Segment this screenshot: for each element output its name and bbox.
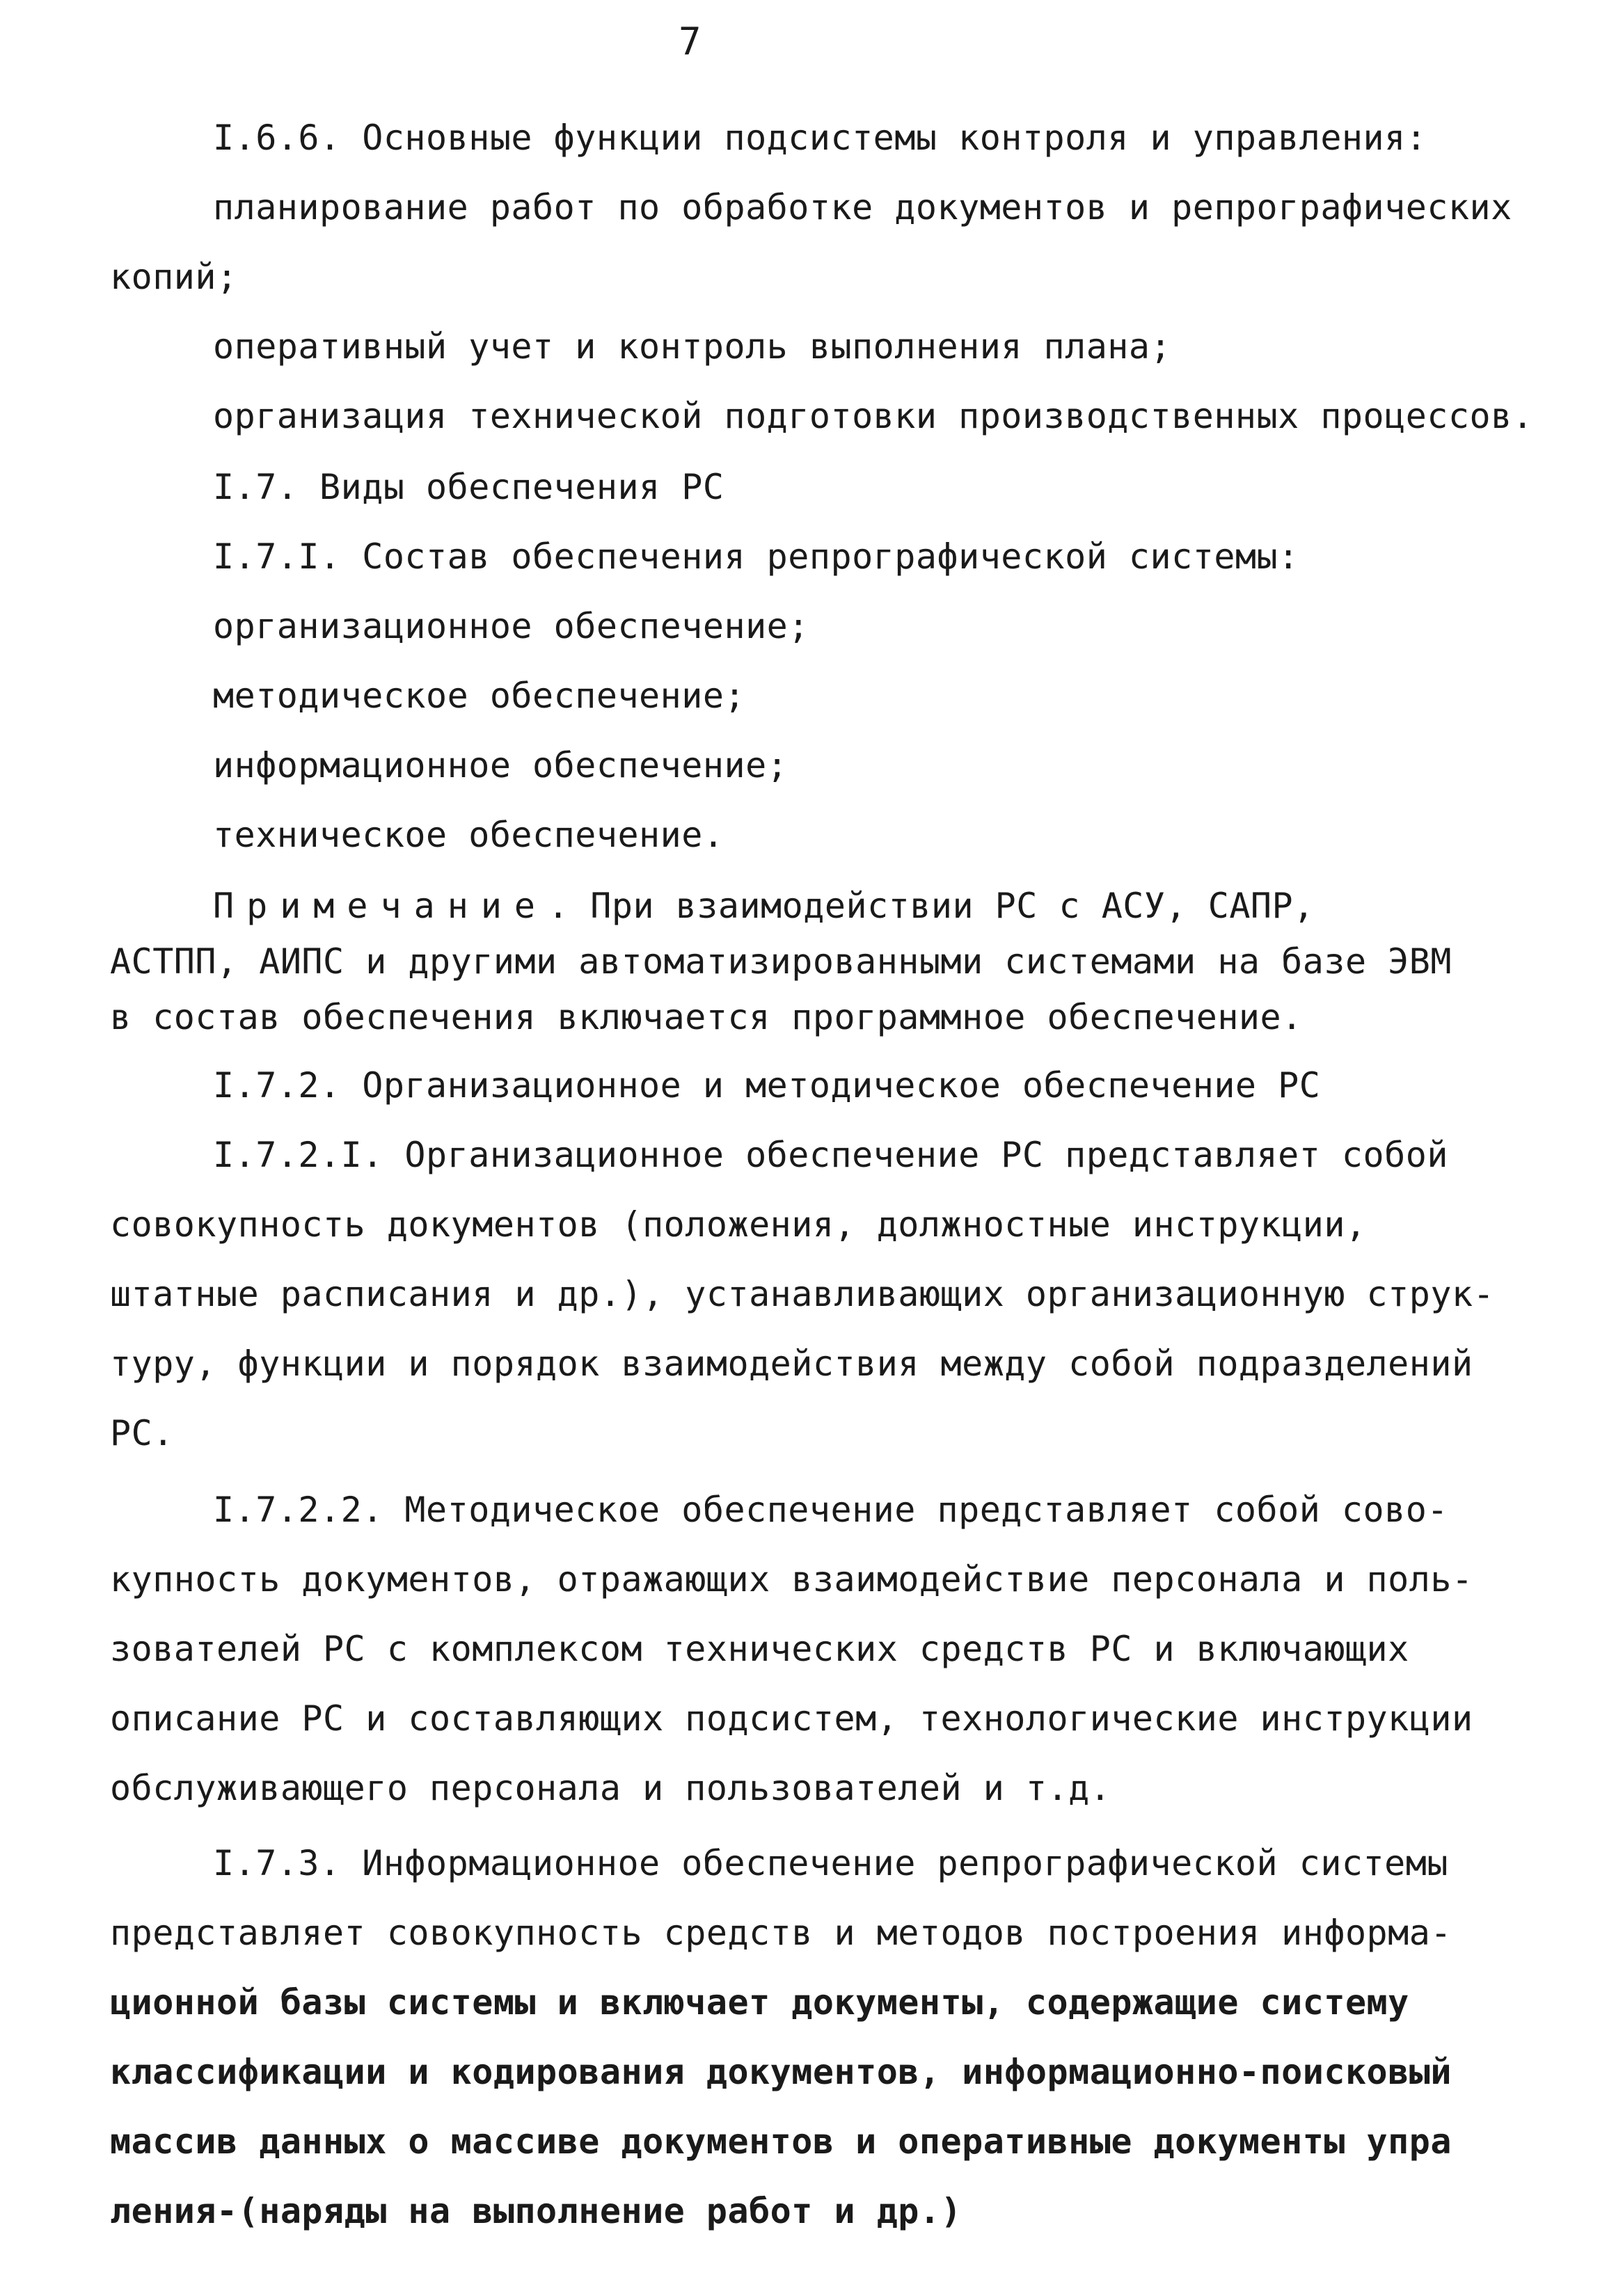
list-item-planning: планирование работ по обработке документов и репрографических (213, 187, 1512, 228)
paragraph-1-7-2-2-line-5: обслуживающего персонала и пользователей и т.д. (110, 1768, 1111, 1808)
list-item-organizational: организационное обеспечение; (213, 606, 809, 646)
page-number: 7 (679, 19, 702, 63)
paragraph-1-7-2-1-line-3: штатные расписания и др.), устанавливающих организационную струк- (110, 1274, 1495, 1314)
paragraph-1-7-2-1-line-5: РС. (110, 1413, 174, 1453)
list-item-methodical: методическое обеспечение; (213, 676, 746, 716)
paragraph-1-7-2-2-line-3: зователей РС с комплексом технических средств РС и включающих (110, 1629, 1409, 1669)
paragraph-1-7-2-1-line-4: туру, функции и порядок взаимодействия между собой подразделений (110, 1344, 1473, 1384)
paragraph-1-7-2-heading: I.7.2. Организационное и методическое обеспечение РС (213, 1065, 1321, 1106)
list-item-planning-cont: копий; (110, 257, 238, 297)
paragraph-1-7-2-2-line-4: описание РС и составляющих подсистем, технологические инструкции (110, 1698, 1473, 1739)
paragraph-1-7-1-heading: I.7.I. Состав обеспечения репрографической системы: (213, 536, 1299, 577)
list-item-technical-preparation: организация технической подготовки производственных процессов. (213, 396, 1534, 436)
list-item-technical: техническое обеспечение. (213, 815, 724, 855)
paragraph-1-7-3-line-2: представляет совокупность средств и методов построения информа- (110, 1913, 1452, 1953)
paragraph-1-7-2-1-line-1: I.7.2.I. Организационное обеспечение РС представляет собой (213, 1135, 1448, 1175)
paragraph-1-7-3-line-4: классификации и кодирования документов, информационно-поисковый (110, 2052, 1452, 2092)
note-text: . При взаимодействии РС с АСУ, САПР, (548, 886, 1315, 926)
paragraph-1-7-3-line-1: I.7.3. Информационное обеспечение репрографической системы (213, 1843, 1448, 1883)
list-item-informational: информационное обеспечение; (213, 745, 789, 786)
paragraph-1-6-6-heading: I.6.6. Основные функции подсистемы контроля и управления: (213, 118, 1427, 158)
paragraph-1-7-2-2-line-1: I.7.2.2. Методическое обеспечение представляет собой сово- (213, 1490, 1448, 1530)
section-1-7-heading: I.7. Виды обеспечения РС (213, 467, 724, 507)
note-line-1 (213, 885, 1315, 927)
paragraph-1-7-3-line-5: массив данных о массиве документов и оперативные документы упра (110, 2121, 1452, 2162)
list-item-operational-control: оперативный учет и контроль выполнения плана; (213, 326, 1172, 367)
note-label: Примечание (213, 886, 548, 926)
paragraph-1-7-3-line-3: ционной базы системы и включает документы, содержащие систему (110, 1982, 1409, 2023)
paragraph-1-7-3-line-6: ления-(наряды на выполнение работ и др.) (110, 2191, 963, 2231)
paragraph-1-7-2-1-line-2: совокупность документов (положения, должностные инструкции, (110, 1204, 1367, 1245)
note-line-2: АСТПП, АИПС и другими автоматизированными системами на базе ЭВМ (110, 941, 1452, 982)
note-line-3: в состав обеспечения включается программное обеспечение. (110, 997, 1303, 1037)
paragraph-1-7-2-2-line-2: купность документов, отражающих взаимодействие персонала и поль- (110, 1559, 1473, 1600)
